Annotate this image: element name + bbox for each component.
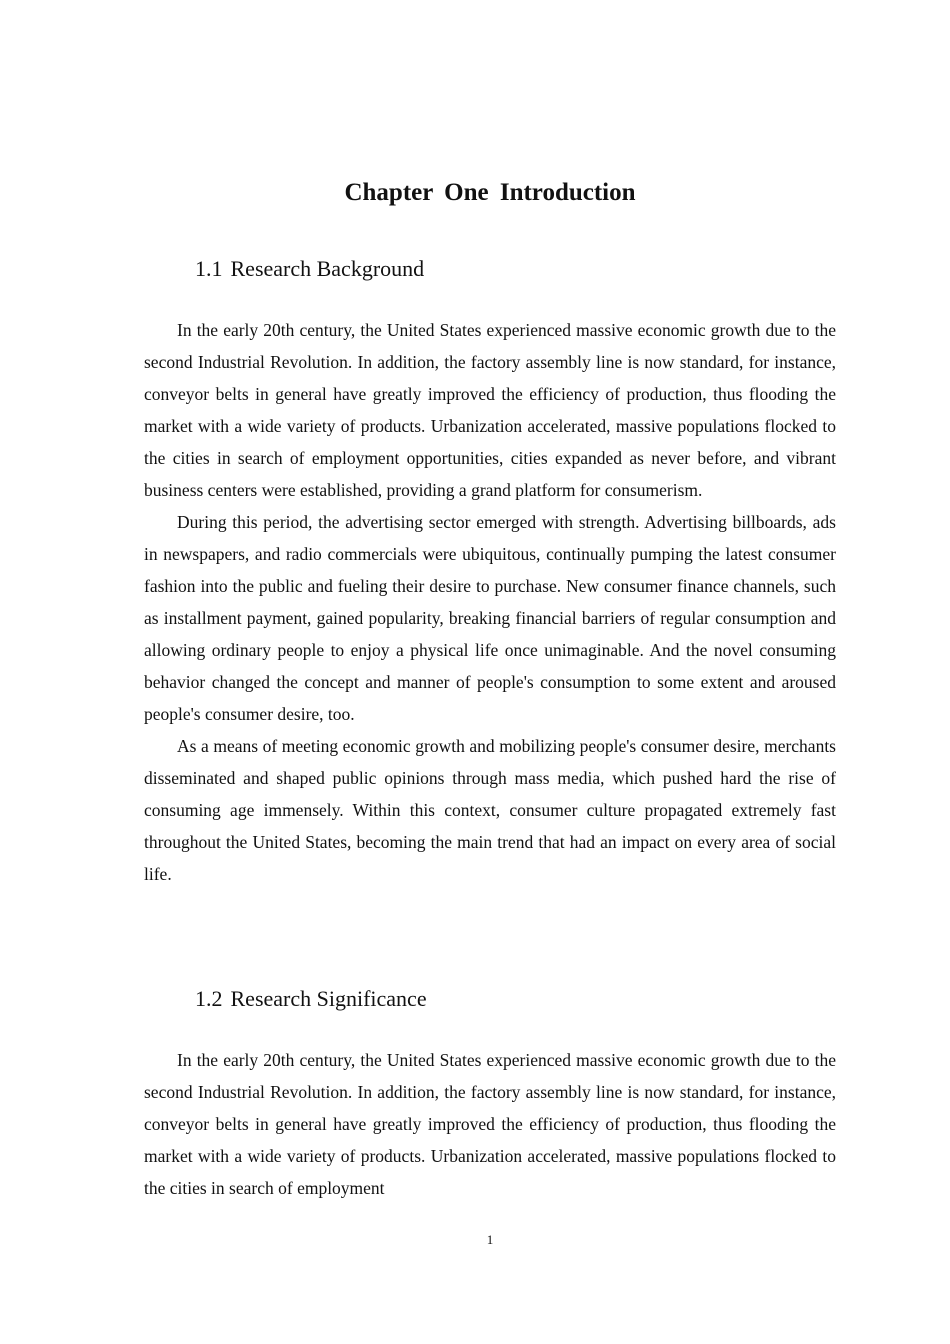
chapter-title: Chapter One Introduction <box>344 179 636 206</box>
page-number: 1 <box>486 1232 494 1247</box>
section-heading-research-background <box>195 254 424 284</box>
paragraph: In the early 20th century, the United States experienced massive economic growth due to the second Industrial Revolution. In addition, the factory assembly line is now standard, for instance, conveyor belts in general have greatly improved the efficiency of production, thus flooding the market with a wide variety of products. Urbanization accelerated, massive populations flocked to the cities in search of employment opportunities, cities expanded as never before, and vibrant business centers were established, providing a grand platform for consumerism. <box>144 320 836 500</box>
section-title: Research Significance <box>230 986 427 1011</box>
section-number: 1.1 <box>195 256 223 281</box>
section-body-research-background <box>144 314 836 890</box>
paragraph: During this period, the advertising sector emerged with strength. Advertising billboards, ads in newspapers, and radio commercials were ubiquitous, continually pumping the latest consumer fashion into the public and fueling their desire to purchase. New consumer finance channels, such as installment payment, gained popularity, breaking financial barriers of regular consumption and allowing ordinary people to enjoy a physical life once unimaginable. And the novel consuming behavior changed the concept and manner of people's consumption to some extent and aroused people's consumer desire, too. <box>144 512 836 724</box>
section-title: Research Background <box>230 256 425 281</box>
section-heading-research-significance <box>195 984 427 1014</box>
paragraph: As a means of meeting economic growth and mobilizing people's consumer desire, merchants disseminated and shaped public opinions through mass media, which pushed hard the rise of consuming age immensely. Within this context, consumer culture propagated extremely fast throughout the United States, becoming the main trend that had an impact on every area of social life. <box>144 736 836 884</box>
section-number: 1.2 <box>195 986 223 1011</box>
paragraph: In the early 20th century, the United States experienced massive economic growth due to the second Industrial Revolution. In addition, the factory assembly line is now standard, for instance, conveyor belts in general have greatly improved the efficiency of production, thus flooding the market with a wide variety of products. Urbanization accelerated, massive populations flocked to the cities in search of employment <box>144 1050 836 1198</box>
section-body-research-significance <box>144 1044 836 1204</box>
